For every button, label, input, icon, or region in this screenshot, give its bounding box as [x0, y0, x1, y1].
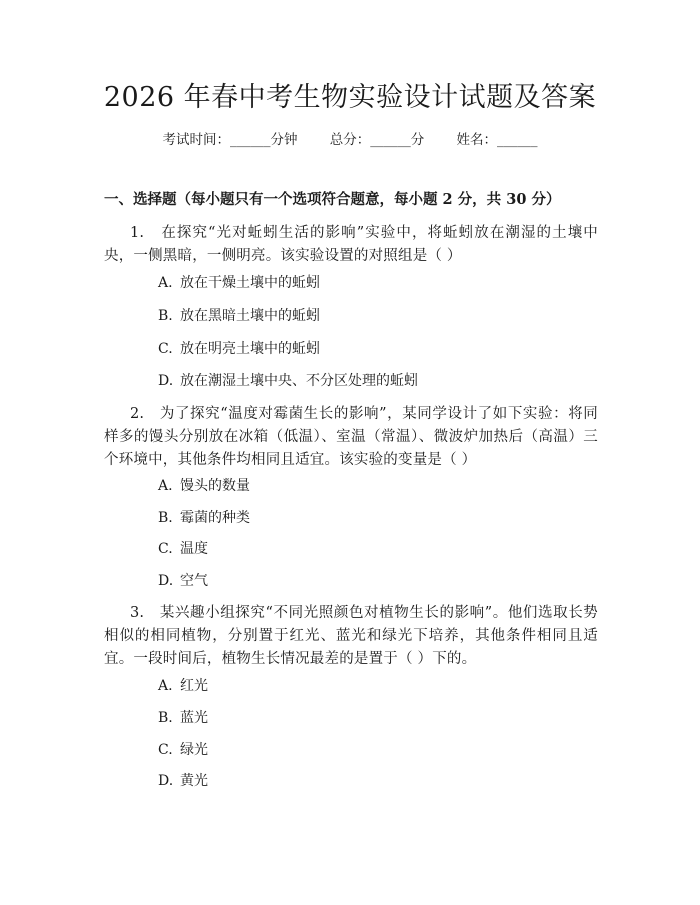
option-text: 蓝光: [180, 710, 208, 726]
question-1-option-a: [158, 273, 320, 293]
question-1-option-c: [158, 339, 320, 359]
question-3-option-c: [158, 740, 208, 760]
question-2-option-b: [158, 508, 250, 528]
question-text: 为了探究“温度对霉菌生长的影响”，某同学设计了如下实验：将同样多的馒头分别放在冰箱（低温）、室温（常温）、微波炉加热后（高温）三个环境中，其他条件均相同且适宜。该实验的变量是（ ）: [104, 406, 598, 468]
option-text: 放在明亮土壤中的蚯蚓: [180, 341, 320, 357]
option-letter: D.: [158, 773, 174, 789]
total-score: 总分：______分: [329, 132, 425, 148]
question-text: 某兴趣小组探究“不同光照颜色对植物生长的影响”。他们选取长势相似的相同植物，分别置于红光、蓝光和绿光下培养，其他条件相同且适宜。一段时间后，植物生长情况最差的是置于（ ）下的。: [104, 605, 598, 667]
option-text: 馒头的数量: [180, 478, 250, 494]
option-letter: C.: [158, 341, 173, 357]
question-3-option-d: [158, 771, 208, 791]
option-letter: B.: [158, 710, 173, 726]
question-2-option-a: [158, 476, 250, 496]
question-2-option-c: [158, 539, 208, 559]
option-letter: D.: [158, 573, 174, 589]
question-2: [104, 403, 598, 472]
option-letter: A.: [158, 478, 173, 494]
option-letter: B.: [158, 308, 173, 324]
question-number: 1.: [130, 225, 145, 241]
question-number: 2.: [130, 406, 145, 422]
option-text: 放在黑暗土壤中的蚯蚓: [180, 308, 320, 324]
option-text: 红光: [180, 678, 208, 694]
option-letter: B.: [158, 510, 173, 526]
question-number: 3.: [130, 605, 145, 621]
option-letter: D.: [158, 373, 174, 389]
option-text: 绿光: [180, 742, 208, 758]
question-1-option-b: [158, 306, 320, 326]
question-3-option-a: [158, 676, 208, 696]
question-text: 在探究“光对蚯蚓生活的影响”实验中，将蚯蚓放在潮湿的土壤中央，一侧黑暗，一侧明亮。该实验设置的对照组是（ ）: [104, 225, 598, 264]
exam-info: [0, 130, 700, 150]
exam-time: 考试时间：______分钟: [162, 132, 298, 148]
option-text: 空气: [180, 573, 208, 589]
question-1: [104, 222, 598, 268]
section-heading: 一、选择题（每小题只有一个选项符合题意，每小题 2 分，共 30 分）: [104, 191, 561, 208]
option-letter: A.: [158, 678, 173, 694]
question-2-option-d: [158, 571, 208, 591]
option-text: 放在干燥土壤中的蚯蚓: [180, 275, 320, 291]
question-3-option-b: [158, 708, 208, 728]
option-letter: C.: [158, 541, 173, 557]
option-text: 黄光: [180, 773, 208, 789]
question-1-option-d: [158, 371, 418, 391]
student-name: 姓名：______: [456, 132, 538, 148]
option-letter: C.: [158, 742, 173, 758]
page-title: 2026 年春中考生物实验设计试题及答案: [103, 82, 597, 113]
option-text: 放在潮湿土壤中央、不分区处理的蚯蚓: [180, 373, 418, 389]
option-text: 温度: [180, 541, 208, 557]
option-letter: A.: [158, 275, 173, 291]
option-text: 霉菌的种类: [180, 510, 250, 526]
question-3: [104, 602, 598, 671]
